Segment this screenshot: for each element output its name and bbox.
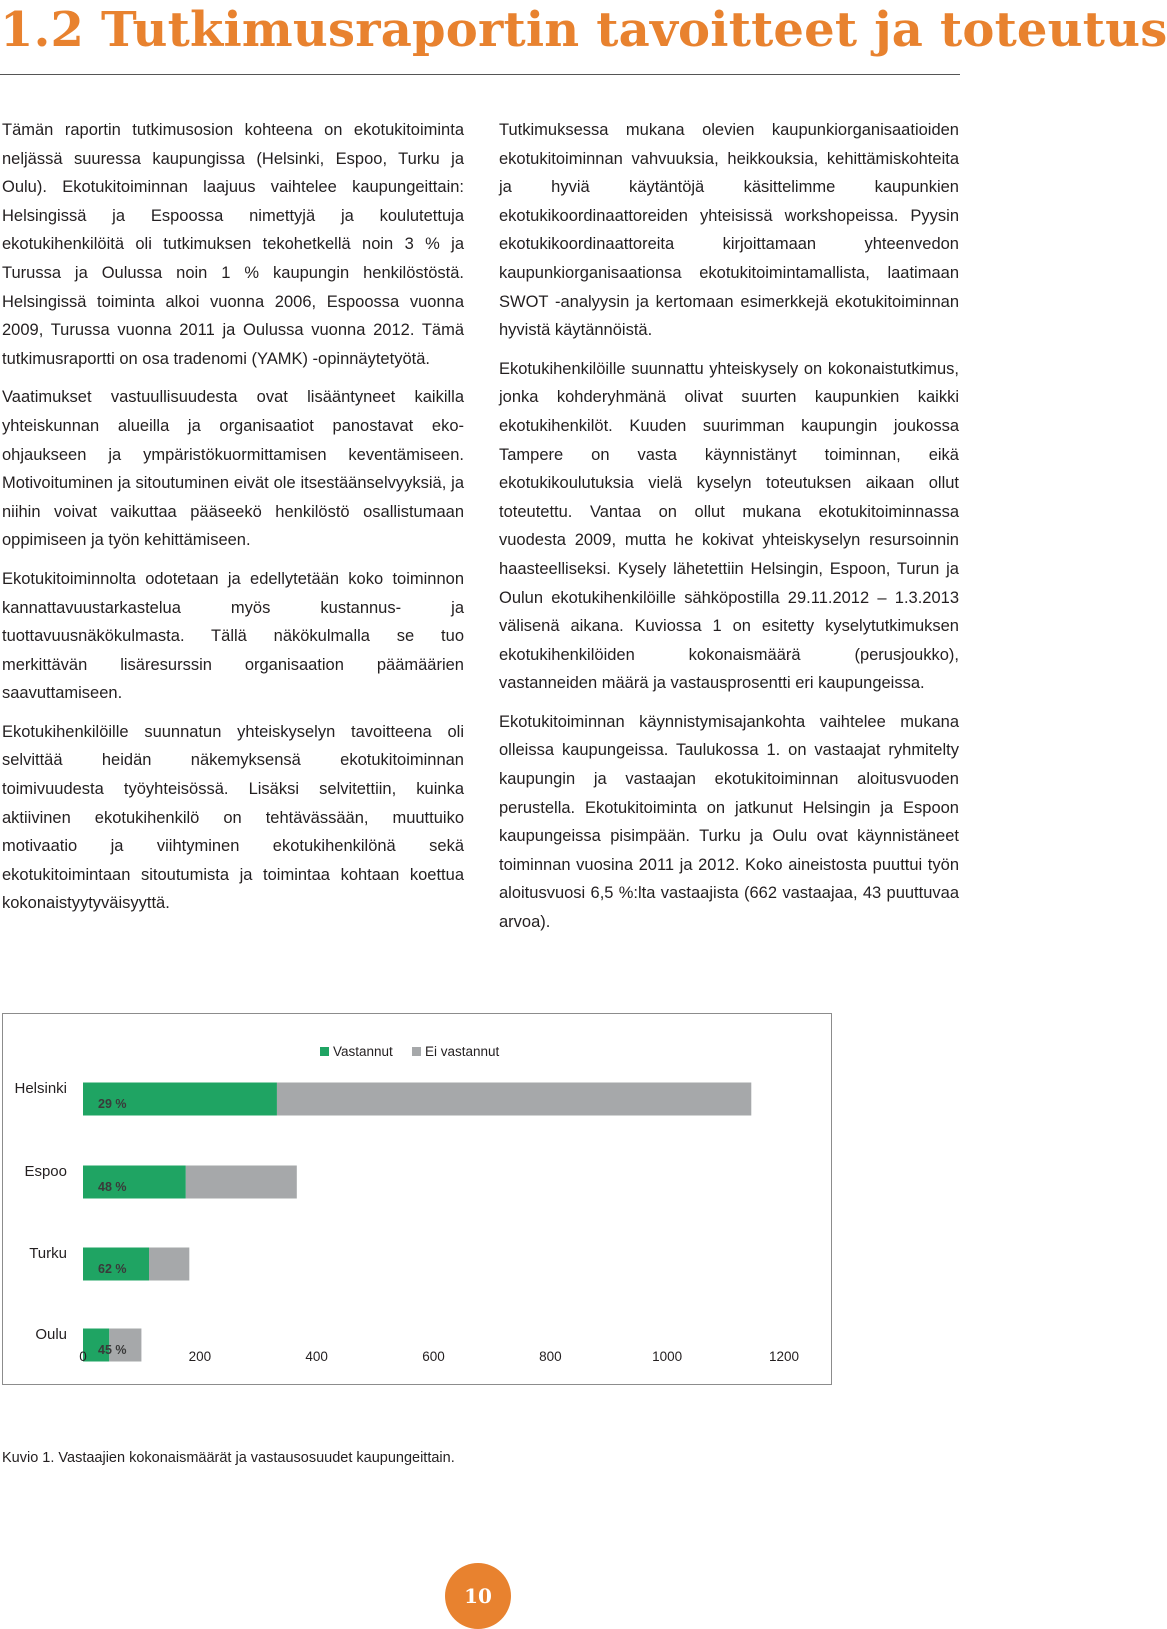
x-tick-label: 1000: [652, 1349, 683, 1364]
legend-swatch: [412, 1047, 421, 1056]
x-tick-label: 200: [188, 1349, 212, 1364]
data-label: 48 %: [98, 1180, 127, 1194]
chart-svg: [3, 1014, 831, 1384]
category-label: Turku: [29, 1245, 67, 1262]
paragraph: Vaatimukset vastuullisuudesta ovat lisääntyneet kaikilla yhteiskunnan alueilla ja organisaatiot panostavat eko-ohjaukseen ja ympäristökuormittamisen keventämiseen. Motivoituminen ja sitoutuminen eivät ole itsestäänselvyyksiä, ja niihin voivat vaikuttaa pääseekö henkilöstö osallistumaan oppimiseen ja työn kehittämiseen.: [2, 388, 464, 550]
bar-ei-vastannut: [149, 1248, 189, 1281]
category-label: Oulu: [35, 1326, 67, 1343]
bar-ei-vastannut: [277, 1083, 751, 1116]
x-tick-label: 400: [305, 1349, 328, 1364]
page-number-badge: [445, 1563, 511, 1629]
x-tick-label: 0: [79, 1349, 87, 1364]
page-title: 1.2 Tutkimusraportin tavoitteet ja toteutus: [0, 2, 1167, 58]
category-label: Espoo: [24, 1163, 67, 1180]
x-tick-label: 600: [422, 1349, 445, 1364]
right-column: [499, 116, 959, 947]
paragraph: Ekotukihenkilöille suunnatun yhteiskyselyn tavoitteena oli selvittää heidän näkemyksensä ekotukitoiminnan toimivuudesta työyhteisössä. Lisäksi selvitettiin, kuinka aktiivinen ekotukihenkilö on tehtävässään, muuttuiko motivaatio ja viihtyminen ekotukihenkilönä sekä ekotukitoimintaan sitoutumista ja toimintaa kohtaan koettua kokonaistyytyväisyyttä.: [2, 722, 464, 913]
paragraph: Ekotukitoiminnan käynnistymisajankohta vaihtelee mukana olleissa kaupungeissa. Taulukossa 1. on vastaajat ryhmitelty kaupungin ja vastaajan ekotukitoiminnan aloitusvuoden perustella. Ekotukitoiminta on jatkunut Helsingin ja Espoon kaupungeissa pisimpään. Turku ja Oulu ovat käynnistäneet toiminnan vuosina 2011 ja 2012. Koko aineistosta puuttui työn aloitusvuosi 6,5 %:lta vastaajista (662 vastaajaa, 43 puuttuvaa arvoa).: [499, 712, 959, 932]
x-tick-label: 1200: [768, 1349, 800, 1364]
data-label: 29 %: [98, 1097, 127, 1111]
figure-caption: Kuvio 1. Vastaajien kokonaismäärät ja vastausosuudet kaupungeittain.: [2, 1450, 455, 1466]
title-rule: [0, 74, 960, 75]
left-column: [2, 116, 464, 928]
legend-label: Ei vastannut: [425, 1044, 500, 1059]
category-label: Helsinki: [14, 1080, 67, 1097]
paragraph: Ekotukitoiminnolta odotetaan ja edellytetään koko toiminnon kannattavuustarkastelua myös kustannus- ja tuottavuusnäkökulmasta. Tällä näkökulmalla se tuo merkittävän lisäresurssin organisaation päämäärien saavuttamiseen.: [2, 569, 464, 703]
response-chart: [2, 1013, 832, 1385]
paragraph: Tutkimuksessa mukana olevien kaupunkiorganisaatioiden ekotukitoiminnan vahvuuksia, heikkouksia, kehittämiskohteita ja hyviä käytäntöjä käsittelimme kaupunkien ekotukikoordinaattoreiden yhteisissä workshopeissa. Pyysin ekotukikoordinaattoreita kirjoittamaan yhteenvedon kaupunkiorganisaationsa ekotukitoimintamallista, laatimaan SWOT -analyysin ja kertomaan esimerkkejä ekotukitoiminnan hyvistä käytännöistä.: [499, 121, 959, 340]
page-number: 10: [464, 1584, 492, 1608]
data-label: 45 %: [98, 1343, 127, 1357]
legend-swatch: [320, 1047, 329, 1056]
bar-ei-vastannut: [186, 1166, 297, 1199]
legend-label: Vastannut: [333, 1044, 393, 1059]
paragraph: Tämän raportin tutkimusosion kohteena on ekotukitoiminta neljässä suuressa kaupungissa (Helsinki, Espoo, Turku ja Oulu). Ekotukitoiminnan laajuus vaihtelee kaupungeittain: Helsingissä ja Espoossa nimettyjä ja koulutettuja ekotukihenkilöitä oli tutkimuksen tekohetkellä noin 3 % ja Turussa ja Oulussa noin 1 % kaupungin henkilöstöstä. Helsingissä toiminta alkoi vuonna 2006, Espoossa vuonna 2009, Turussa vuonna 2011 ja Oulussa vuonna 2012. Tämä tutkimusraportti on osa tradenomi (YAMK) -opinnäytetyötä.: [2, 121, 464, 368]
x-tick-label: 800: [539, 1349, 562, 1364]
data-label: 62 %: [98, 1262, 127, 1276]
paragraph: Ekotukihenkilöille suunnattu yhteiskysely on kokonaistutkimus, jonka kohderyhmänä olivat suurten kaupunkien kaikki ekotukihenkilöt. Kuuden suurimman kaupungin joukossa Tampere on vasta käynnistänyt toiminnan, eikä ekotukikoulutuksia vielä kyselyn toteutuksen aikaan ollut toteutettu. Vantaa on ollut mukana ekotukitoiminnassa vuodesta 2009, mutta he kokivat yhteiskyselyn resursoinnin haasteelliseksi. Kysely lähetettiin Helsingin, Espoon, Turun ja Oulun ekotukihenkilöille sähköpostilla 29.11.2012 – 1.3.2013 välisenä aikana. Kuviossa 1 on esitetty kyselytutkimuksen ekotukihenkilöiden kokonaismäärä (perusjoukko), vastanneiden määrä ja vastausprosentti eri kaupungeissa.: [499, 359, 959, 693]
